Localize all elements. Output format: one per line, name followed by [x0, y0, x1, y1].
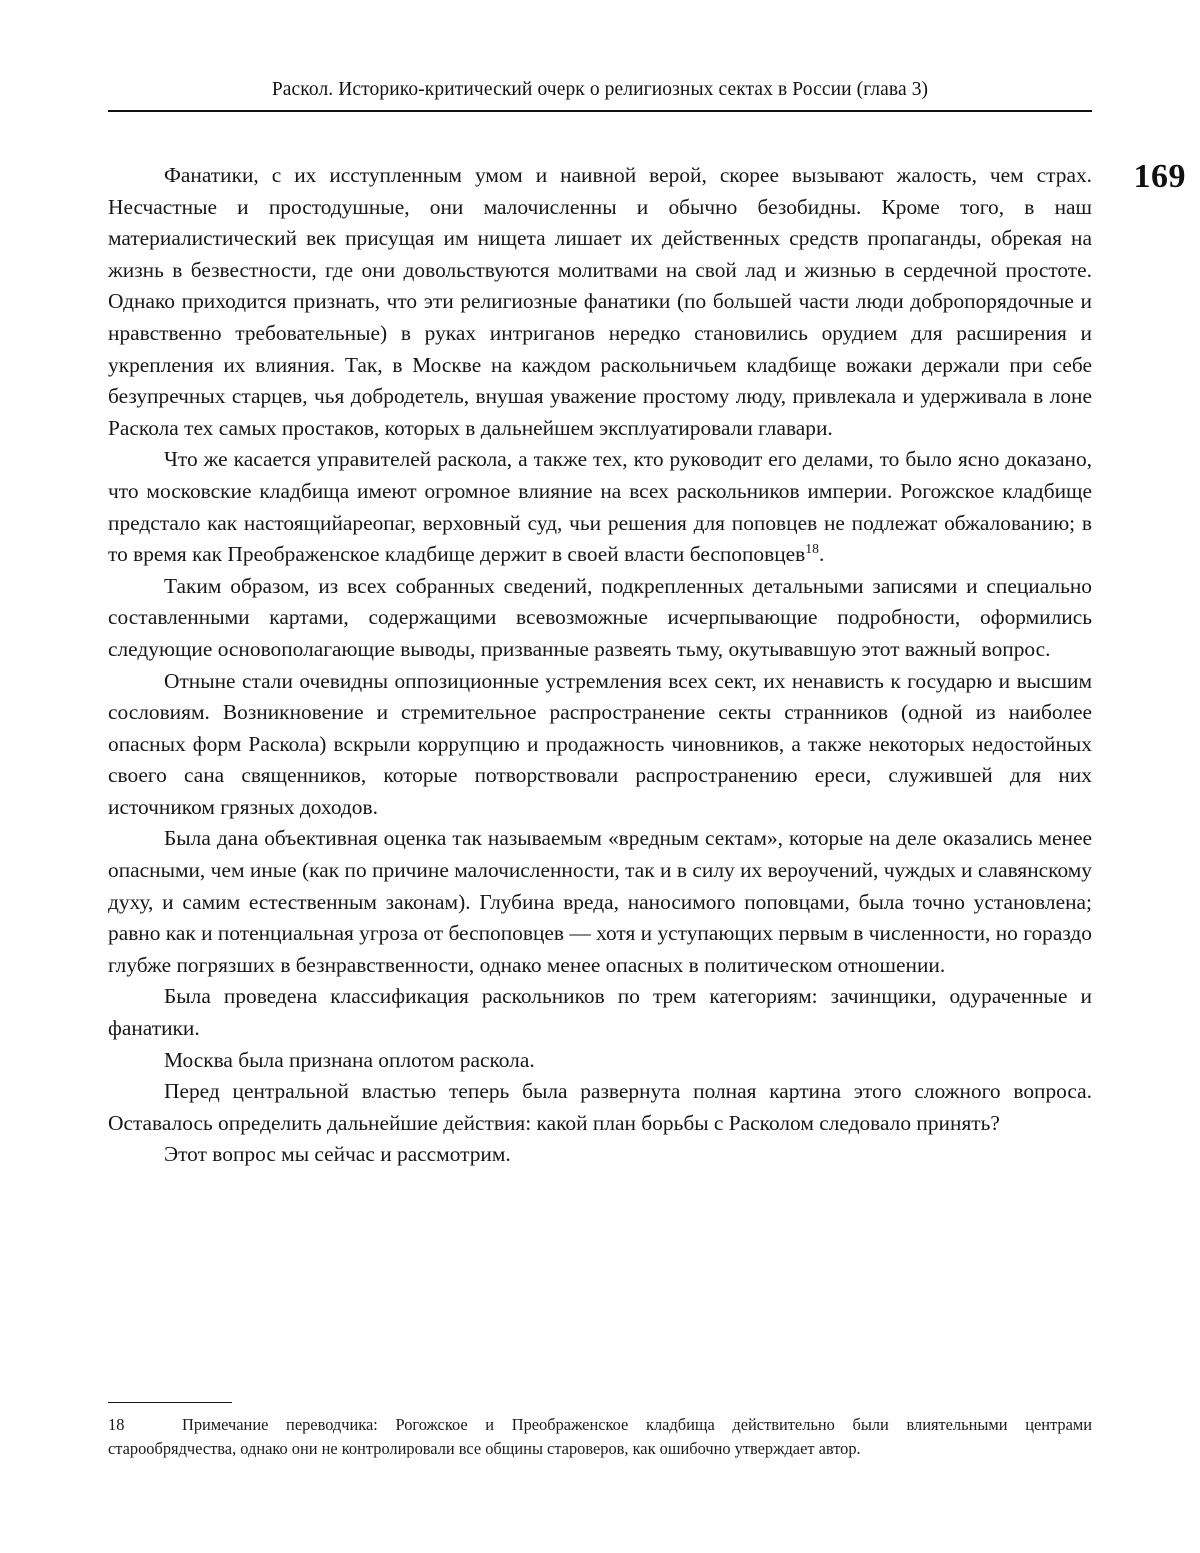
body-text [108, 160, 1092, 1171]
footnote-number: 18 [108, 1415, 125, 1434]
paragraph: Фанатики, с их исступленным умом и наивной верой, скорее вызывают жалость, чем страх. Несчастные и простодушные, они малочисленны и обычно безобидны. Кроме того, в наш материалистический век присущая им нищета лишает их действенных средств пропаганды, обрекая на жизнь в безвестности, где они довольствуются молитвами на свой лад и жизнью в сердечной простоте. Однако приходится признать, что эти религиозные фанатики (по большей части люди добропорядочные и нравственно требовательные) в руках интриганов нередко становились орудием для расширения и укрепления их влияния. Так, в Москве на каждом раскольничьем кладбище вожаки держали при себе безупречных старцев, чья добродетель, внушая уважение простому люду, привлекала и удерживала в лоне Раскола тех самых простаков, которых в дальнейшем эксплуатировали главари. [108, 163, 1092, 440]
paragraph: Москва была признана оплотом раскола. [164, 1047, 535, 1072]
footnote-divider [108, 1402, 232, 1403]
running-head [108, 78, 1092, 112]
paragraph-with-footnote [108, 444, 1092, 570]
paragraph-text: Что же касается управителей раскола, а также тех, кто руководит его делами, то было ясно доказано, что московские кладбища имеют огромное влияние на всех раскольников империи. Рогожское кладбище предстало как настоящийареопаг, верховный суд, чьи решения для поповцев не подлежат обжалованию; в то время как Преображенское кладбище держит в своей власти беспоповцев [108, 447, 1092, 567]
header-divider [108, 110, 1092, 112]
paragraph: Была проведена классификация раскольников по трем категориям: зачинщики, одураченные и фанатики. [108, 984, 1092, 1041]
paragraph: Этот вопрос мы сейчас и рассмотрим. [164, 1142, 511, 1167]
running-head-title: Раскол. Историко-критический очерк о религиозных сектах в России (глава 3) [271, 79, 929, 100]
paragraph: Перед центральной властью теперь была развернута полная картина этого сложного вопроса. Оставалось определить дальнейшие действия: какой план борьбы с Расколом следовало принять? [108, 1079, 1092, 1135]
page-number: 169 [1133, 158, 1186, 195]
footnote-area [108, 1402, 1092, 1460]
paragraph: Была дана объективная оценка так называемым «вредным сектам», которые на деле оказались менее опасными, чем иные (как по причине малочисленности, так и в силу их вероучений, чуждых и славянскому духу, и самим естественным законам). Глубина вреда, наносимого поповцами, была точно установлена; равно как и потенциальная угроза от беспоповцев — хотя и уступающих первым в численности, но гораздо глубже погрязших в безнравственности, однако менее опасных в политическом отношении. [108, 826, 1092, 977]
footnote-reference[interactable]: 18 [805, 541, 819, 556]
paragraph: Таким образом, из всех собранных сведений, подкрепленных детальными записями и специально составленными картами, содержащими всевозможные исчерпывающие подробности, оформились следующие основополагающие выводы, призванные развеять тьму, окутывавшую этот важный вопрос. [108, 573, 1092, 661]
footnote-text: Примечание переводчика: Рогожское и Преображенское кладбища действительно были влиятельными центрами старообрядчества, однако они не контролировали все общины староверов, как ошибочно утверждает автор. [108, 1415, 1092, 1458]
paragraph: Отныне стали очевидны оппозиционные устремления всех сект, их ненависть к государю и высшим сословиям. Возникновение и стремительное распространение секты странников (одной из наиболее опасных форм Раскола) вскрыли коррупцию и продажность чиновников, а также некоторых недостойных своего сана священников, которые потворствовали распространению ереси, служившей для них источником грязных доходов. [108, 668, 1092, 819]
footnote [108, 1413, 1092, 1460]
paragraph-tail: . [818, 542, 825, 567]
